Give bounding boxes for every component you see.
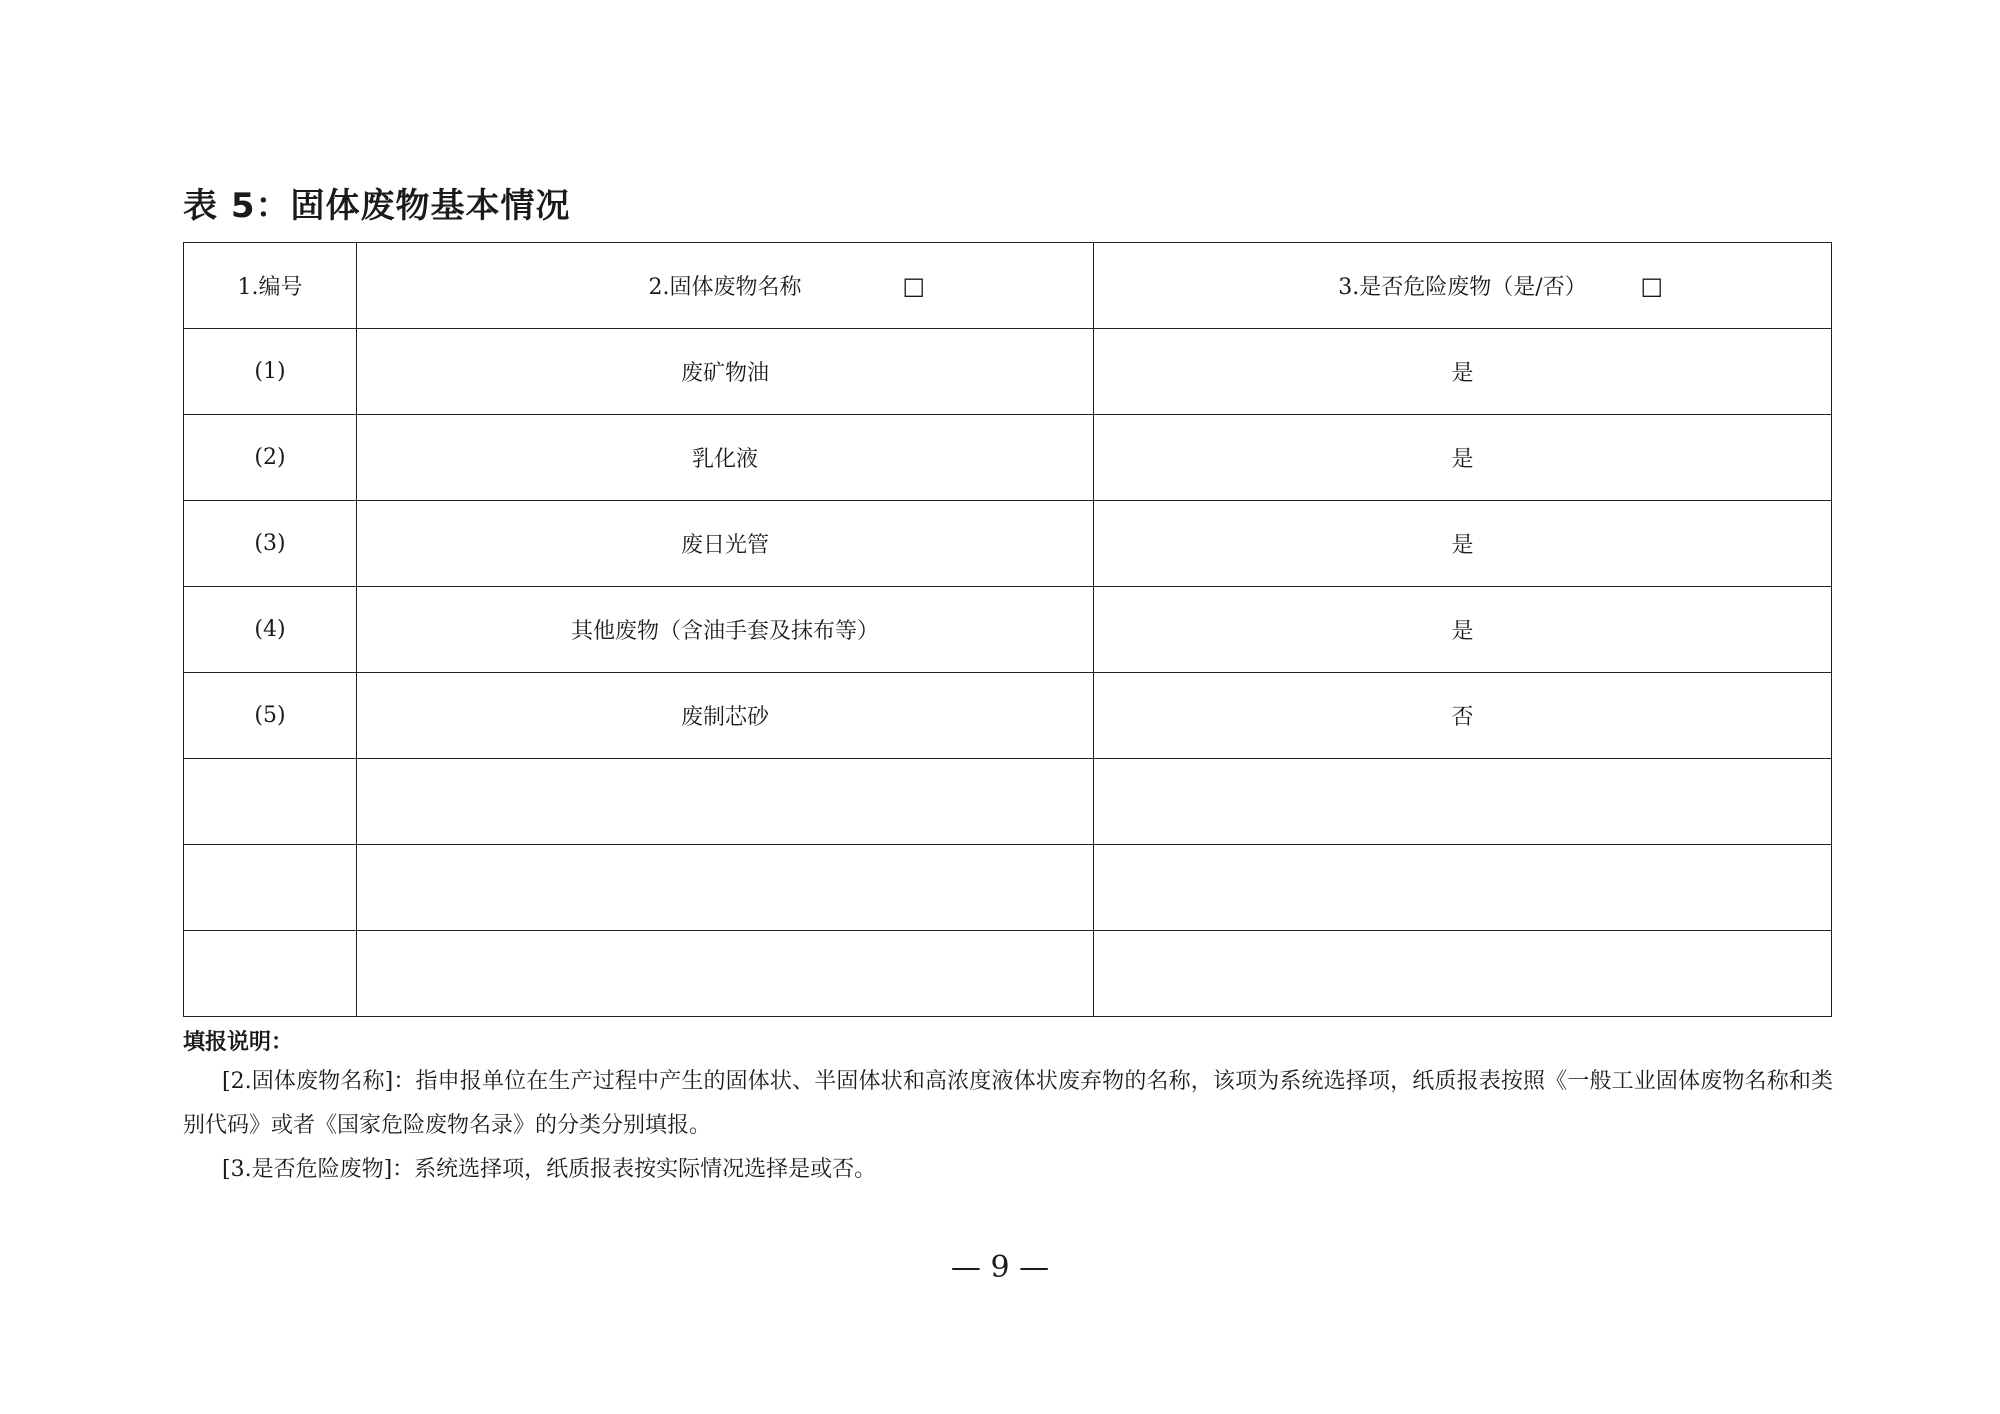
- table-row: [184, 415, 1832, 501]
- cell-number: (1): [184, 329, 357, 415]
- table-title: 表 5：固体废物基本情况: [183, 186, 571, 226]
- cell-number: (5): [184, 673, 357, 759]
- cell-is-hazardous: 是: [1094, 587, 1832, 673]
- table-header-row: [184, 243, 1832, 329]
- cell-is-hazardous[interactable]: [1094, 845, 1832, 931]
- cell-number[interactable]: [184, 845, 357, 931]
- checkbox-icon[interactable]: □: [1640, 271, 1663, 300]
- cell-number: (3): [184, 501, 357, 587]
- header-is-hazardous-label: 3.是否危险废物（是/否）: [1338, 275, 1587, 300]
- cell-waste-name[interactable]: [357, 845, 1094, 931]
- cell-waste-name[interactable]: [357, 931, 1094, 1017]
- solid-waste-table: [183, 242, 1832, 1017]
- cell-waste-name: 废制芯砂: [357, 673, 1094, 759]
- cell-is-hazardous[interactable]: [1094, 931, 1832, 1017]
- note-waste-name: [2.固体废物名称]：指申报单位在生产过程中产生的固体状、半固体状和高浓度液体状废弃物的名称，该项为系统选择项，纸质报表按照《一般工业固体废物名称和类别代码》或者《国家危险废物名录》的分类分别填报。: [183, 1069, 1833, 1138]
- cell-is-hazardous: 否: [1094, 673, 1832, 759]
- cell-is-hazardous[interactable]: [1094, 759, 1832, 845]
- cell-waste-name[interactable]: [357, 759, 1094, 845]
- cell-number: (4): [184, 587, 357, 673]
- cell-number[interactable]: [184, 759, 357, 845]
- notes-title: 填报说明：: [183, 1030, 294, 1055]
- cell-waste-name: 废矿物油: [357, 329, 1094, 415]
- table-row: [184, 501, 1832, 587]
- cell-waste-name: 乳化液: [357, 415, 1094, 501]
- header-is-hazardous: [1094, 243, 1832, 329]
- table-row: [184, 673, 1832, 759]
- header-waste-name: [357, 243, 1094, 329]
- note-is-hazardous: [3.是否危险废物]：系统选择项，纸质报表按实际情况选择是或否。: [222, 1157, 877, 1182]
- table-row: [184, 931, 1832, 1017]
- checkbox-icon[interactable]: □: [902, 271, 925, 300]
- cell-waste-name: 废日光管: [357, 501, 1094, 587]
- cell-number: (2): [184, 415, 357, 501]
- cell-number[interactable]: [184, 931, 357, 1017]
- cell-is-hazardous: 是: [1094, 501, 1832, 587]
- cell-waste-name: 其他废物（含油手套及抹布等）: [357, 587, 1094, 673]
- table-row: [184, 759, 1832, 845]
- cell-is-hazardous: 是: [1094, 415, 1832, 501]
- table-row: [184, 587, 1832, 673]
- page-number: — 9 —: [950, 1250, 1050, 1285]
- table-row: [184, 845, 1832, 931]
- table-row: [184, 329, 1832, 415]
- header-waste-name-label: 2.固体废物名称: [648, 275, 802, 300]
- header-number: 1.编号: [184, 243, 357, 329]
- cell-is-hazardous: 是: [1094, 329, 1832, 415]
